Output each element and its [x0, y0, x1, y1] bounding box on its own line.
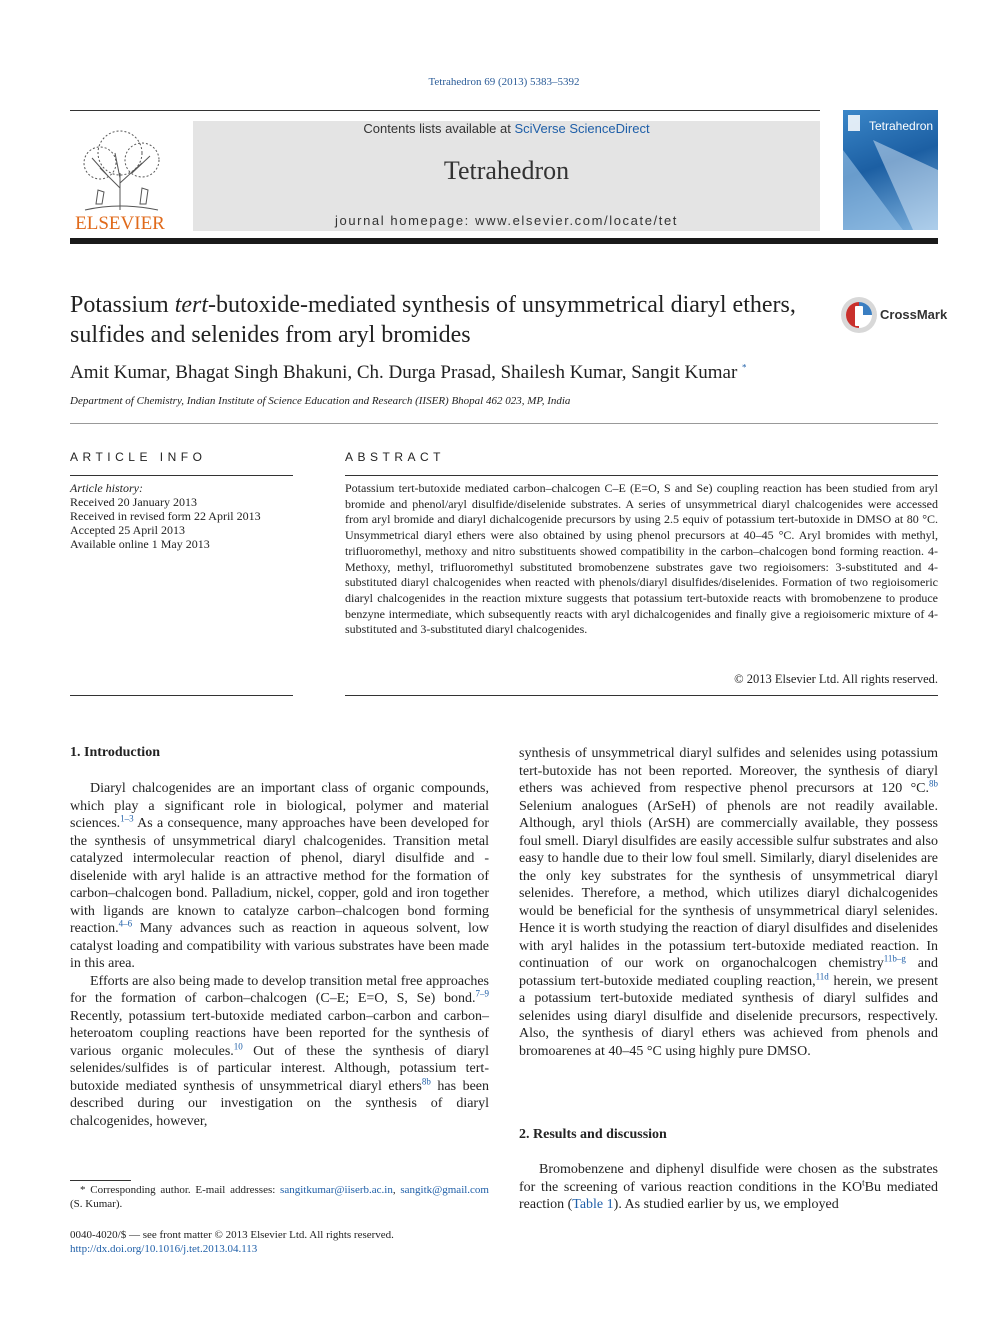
- contents-line: Contents lists available at SciVerse ScienceDirect: [363, 121, 650, 136]
- abstract-copyright: © 2013 Elsevier Ltd. All rights reserved.: [734, 672, 938, 686]
- sciencedirect-link[interactable]: SciVerse ScienceDirect: [514, 121, 650, 136]
- abstract-text: Potassium tert-butoxide mediated carbon–chalcogen C–E (E=O, S and Se) coupling reaction has been studied from aryl bromide and phenol/aryl disulfide/diselenide substrates. A series of unsymmetrical diaryl chalcogenides were accessed from aryl bromide and diaryl dichalcogenide precursors by using 2.5 equiv of potassium tert-butoxide in DMSO at 80 °C. Unsymmetrical diaryl ethers were also obtained by using phenol precursors at 40–45 °C. Aryl bromides with methyl, trifluoromethyl, methoxy and nitro substituents showed compatibility in the carbon–chalcogen bond forming reaction. 4-Methoxy, methyl, trifluoromethyl substituted bromobenzene substrates gave two regioisomers: 3-substituted and 4-substituted diaryl chalcogenides when reacted with phenols/diaryl disulfides/diselenides. Formation of two regioisomeric diaryl chalcogenides in the reaction mixture suggests that potassium tert-butoxide reacts with bromobenzene to produce benzyne intermediate, which subsequently reacts with aryl dichalcogenides and finally give a regioisomeric mixture of 4-substituted and 3-substituted diaryl chalcogenides.: [345, 481, 938, 637]
- footnote-rule: [70, 1180, 131, 1181]
- article-history: [70, 481, 293, 551]
- ref-1-3[interactable]: 1–3: [120, 813, 134, 824]
- issn-line: 0040-4020/$ — see front matter © 2013 Elsevier Ltd. All rights reserved.: [70, 1229, 394, 1241]
- intro-column: [70, 780, 489, 1130]
- homepage-link[interactable]: www.elsevier.com/locate/tet: [475, 213, 678, 228]
- section-rule: [70, 423, 938, 424]
- header-thick-rule: [70, 238, 938, 244]
- elsevier-wordmark: ELSEVIER: [75, 213, 165, 233]
- article-info-rule: [70, 475, 293, 476]
- ref-10[interactable]: 10: [233, 1040, 243, 1051]
- ref-8b[interactable]: 8b: [421, 1075, 431, 1086]
- elsevier-tree-logo: [70, 118, 170, 233]
- history-revised: Received in revised form 22 April 2013: [70, 509, 261, 523]
- ref-11b-g[interactable]: 11b–g: [883, 953, 906, 964]
- history-label: Article history:: [70, 481, 143, 495]
- history-online: Available online 1 May 2013: [70, 537, 210, 551]
- header-rule: [70, 110, 820, 111]
- article-title: Potassium tert-butoxide-mediated synthesis of unsymmetrical diaryl ethers, sulfides and selenides from aryl bromides: [70, 292, 796, 348]
- email-link-2[interactable]: sangitk@gmail.com: [400, 1184, 489, 1196]
- crossmark-label: CrossMark: [880, 307, 948, 322]
- article-info-bottom-rule: [70, 695, 293, 696]
- ref-7-9[interactable]: 7–9: [475, 988, 489, 999]
- abstract-heading: ABSTRACT: [345, 450, 446, 464]
- author-list: Amit Kumar, Bhagat Singh Bhakuni, Ch. Durga Prasad, Shailesh Kumar, Sangit Kumar *: [70, 362, 747, 383]
- abstract-rule: [345, 475, 938, 476]
- intro-paragraph-3: synthesis of unsymmetrical diaryl sulfides and selenides using potassium tert-butoxide has not been reported. Moreover, the synthesis of diaryl ethers was achieved from respective phenol precursors at 120 °C.$^{8b}$ Selenium analogues (ArSeH) of phenols are not readily available. Although, aryl thiols (ArSH) are commercially available, they possess foul smell. Diaryl disulfides are easily accessible sulfur substrates and also easy to handle due to their low foul smell. Similarly, diaryl diselenides are the only key substrates for the synthesis of unsymmetrical diaryl selenides. Therefore, a method, which utilizes diaryl dichalcogenides would be beneficial for the synthesis of unsymmetrical diaryl selenides. Hence it is worth studying the reaction of diaryl disulfides and diselenides with aryl halides in the potassium tert-butoxide mediated reaction. In continuation of our work on organochalcogen chemistry$^{11b-g}$ and potassium tert-butoxide mediated coupling reaction,$^{11d}$ herein, we present a potassium tert-butoxide mediated synthesis of diaryl sulfides and selenides using diaryl disulfide and diselenide precursors, respectively. Also, the synthesis of diaryl ethers was achieved from phenols and bromoarenes at 40–45 °C using highly pure DMSO.: [519, 746, 939, 1059]
- intro-paragraph-1: Diaryl chalcogenides are an important class of organic compounds, which play a significant role in biological, polymer and material sciences.$^{1-3}$ As a consequence, many approaches have been developed for the synthesis of unsymmetrical diaryl chalcogenides. Transition metal catalyzed intermolecular reaction of phenol, diaryl disulfide and -diselenide with aryl halide is an attractive method for the formation of carbon–chalcogen bond. Palladium, nickel, copper, gold and iron together with ligands are known to catalyze carbon–chalcogen bond forming reaction.$^{4-6}$ Many advances such as reaction in aqueous solvent, low catalyst loading and compatibility with various substrates have been made in this area.: [70, 781, 489, 971]
- email-link-1[interactable]: sangitkumar@iiserb.ac.in: [280, 1184, 393, 1196]
- journal-cover[interactable]: [843, 110, 938, 230]
- history-accepted: Accepted 25 April 2013: [70, 523, 185, 537]
- intro-paragraph-2: Efforts are also being made to develop transition metal free approaches for the formation of carbon–chalcogen (C–E; E=O, S, Se) bond.$^{7-9}$ Recently, potassium tert-butoxide mediated carbon–carbon and carbon–heteroatom coupling reactions have been reported for the synthesis of various organic molecules.$^{10}$ Out of these the synthesis of diaryl selenides/sulfides is of particular interest. Although, potassium tert-butoxide mediated synthesis of unsymmetrical diaryl ethers$^{8b}$ has been described during our investigation on the synthesis of diaryl chalcogenides, however,: [70, 973, 489, 1129]
- cover-title: Tetrahedron: [869, 119, 934, 133]
- ref-11d[interactable]: 11d: [815, 970, 829, 981]
- corresponding-author-note: * Corresponding author. E-mail addresses: sangitkumar@iiserb.ac.in, sangitk@gmail.com (S. Kumar).: [70, 1184, 489, 1210]
- abstract-bottom-rule: [345, 695, 938, 696]
- crossmark-badge[interactable]: [840, 296, 948, 336]
- results-column: [519, 1161, 938, 1214]
- doi-link[interactable]: http://dx.doi.org/10.1016/j.tet.2013.04.113: [70, 1243, 258, 1255]
- ref-4-6[interactable]: 4–6: [118, 918, 133, 929]
- journal-name: Tetrahedron: [443, 156, 570, 185]
- results-heading: 2. Results and discussion: [519, 1127, 667, 1142]
- intro-heading: 1. Introduction: [70, 745, 160, 760]
- journal-homepage: journal homepage: www.elsevier.com/locate/tet: [335, 213, 678, 228]
- history-received: Received 20 January 2013: [70, 495, 197, 509]
- intro-column-continued: [519, 745, 938, 1060]
- results-paragraph-1: Bromobenzene and diphenyl disulfide were chosen as the substrates for the screening of various reaction conditions in the $KO^tBu$ mediated reaction (Table 1). As studied earlier by us, we employed: [519, 1162, 938, 1212]
- crossmark-icon: [840, 296, 878, 334]
- journal-citation[interactable]: Tetrahedron 69 (2013) 5383–5392: [428, 76, 580, 88]
- table-1-link[interactable]: Table 1: [572, 1197, 614, 1212]
- article-info-heading: ARTICLE INFO: [70, 450, 207, 464]
- ref-8b-2[interactable]: 8b: [929, 778, 938, 789]
- affiliation: Department of Chemistry, Indian Institute of Science Education and Research (IISER) Bhopal 462 023, MP, India: [70, 395, 571, 407]
- corresponding-author-mark[interactable]: *: [742, 362, 747, 373]
